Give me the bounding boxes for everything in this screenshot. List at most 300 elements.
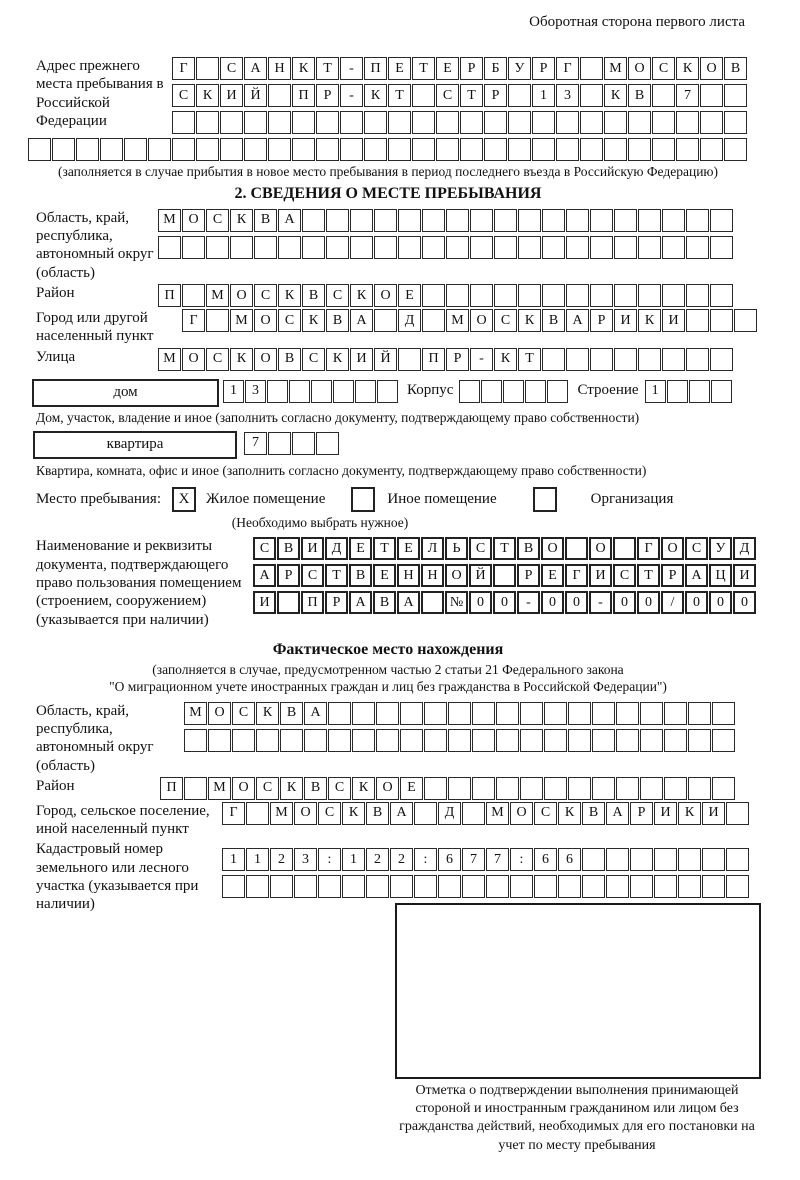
char-cell xyxy=(688,702,711,725)
char-cell xyxy=(412,138,435,161)
stamp-caption: Отметка о подтверждении выполнения принимающей стороной и иностранным гражданином или лицом без гражданства действий, необходимых для его постановки на учет по месту пребывания xyxy=(399,1083,755,1153)
char-cell: В xyxy=(277,537,300,560)
char-cell xyxy=(328,729,351,752)
char-cell: С xyxy=(206,209,229,232)
char-cell: Л xyxy=(421,537,444,560)
char-cell: 7 xyxy=(486,848,509,871)
char-cell: - xyxy=(340,84,363,107)
char-cell xyxy=(503,380,524,403)
char-cell: Р xyxy=(460,57,483,80)
char-cell xyxy=(222,875,245,898)
char-cell xyxy=(448,777,471,800)
char-cell xyxy=(268,84,291,107)
fact-raion-label: Район xyxy=(36,777,75,794)
char-cell xyxy=(436,111,459,134)
char-cell xyxy=(568,729,591,752)
char-cell: С xyxy=(302,348,325,371)
doc-row xyxy=(36,537,800,628)
char-cell xyxy=(638,284,661,307)
s2-gorod-label: Город или другой населенный пункт xyxy=(36,310,154,345)
char-cell xyxy=(494,284,517,307)
char-cell xyxy=(628,111,651,134)
char-cell: М xyxy=(158,209,181,232)
char-cell xyxy=(568,777,591,800)
char-cell xyxy=(436,138,459,161)
char-cell: Г xyxy=(637,537,660,560)
char-cell xyxy=(267,380,288,403)
char-cell xyxy=(304,729,327,752)
char-cell: Р xyxy=(325,591,348,614)
char-cell xyxy=(326,209,349,232)
char-cell: С xyxy=(613,564,636,587)
dom-caption: Дом, участок, владение и иное (заполнить согласно документу, подтверждающему право собственности) xyxy=(36,409,640,425)
char-cell xyxy=(316,432,339,455)
s2-gorod-cells xyxy=(182,309,758,332)
char-cell xyxy=(446,209,469,232)
char-cell xyxy=(172,138,195,161)
char-cell: О xyxy=(510,802,533,825)
char-cell xyxy=(328,702,351,725)
char-cell xyxy=(662,284,685,307)
char-cell: М xyxy=(206,284,229,307)
dom-label-box: дом xyxy=(32,379,219,407)
char-cell: М xyxy=(270,802,293,825)
char-cell xyxy=(686,236,709,259)
char-cell xyxy=(508,111,531,134)
char-cell xyxy=(630,848,653,871)
char-cell xyxy=(376,729,399,752)
char-cell: : xyxy=(318,848,341,871)
char-cell xyxy=(590,236,613,259)
char-cell: О xyxy=(445,564,468,587)
char-cell xyxy=(520,777,543,800)
char-cell: К xyxy=(278,284,301,307)
fact-raion-cells xyxy=(160,777,736,800)
mesto-row xyxy=(36,487,800,512)
char-cell: П xyxy=(292,84,315,107)
char-cell xyxy=(422,209,445,232)
char-cell xyxy=(268,111,291,134)
char-cell xyxy=(278,236,301,259)
char-cell xyxy=(496,729,519,752)
korpus-label: Корпус xyxy=(407,381,454,398)
char-cell xyxy=(244,111,267,134)
char-cell: Р xyxy=(517,564,540,587)
kvartira-cells xyxy=(244,432,340,455)
char-cell xyxy=(484,111,507,134)
char-cell: Е xyxy=(436,57,459,80)
char-cell xyxy=(566,284,589,307)
char-cell xyxy=(172,111,195,134)
char-cell: К xyxy=(280,777,303,800)
char-cell: И xyxy=(662,309,685,332)
char-cell: А xyxy=(566,309,589,332)
char-cell xyxy=(580,111,603,134)
char-cell: Н xyxy=(421,564,444,587)
char-cell xyxy=(582,875,605,898)
char-cell xyxy=(662,209,685,232)
char-cell xyxy=(374,209,397,232)
char-cell xyxy=(614,236,637,259)
char-cell xyxy=(544,729,567,752)
char-cell: К xyxy=(326,348,349,371)
char-cell xyxy=(481,380,502,403)
char-cell: И xyxy=(253,591,276,614)
dom-row xyxy=(32,379,800,407)
char-cell: А xyxy=(606,802,629,825)
char-cell xyxy=(566,209,589,232)
char-cell: О xyxy=(208,702,231,725)
char-cell xyxy=(604,111,627,134)
char-cell: Е xyxy=(349,537,372,560)
char-cell xyxy=(294,875,317,898)
char-cell: 0 xyxy=(637,591,660,614)
char-cell: Р xyxy=(316,84,339,107)
char-cell xyxy=(158,236,181,259)
char-cell xyxy=(244,138,267,161)
char-cell xyxy=(318,875,341,898)
char-cell xyxy=(292,432,315,455)
char-cell: Г xyxy=(556,57,579,80)
char-cell xyxy=(377,380,398,403)
char-cell xyxy=(520,702,543,725)
char-cell: С xyxy=(278,309,301,332)
s2-oblast-row xyxy=(36,209,800,282)
char-cell: Т xyxy=(412,57,435,80)
char-cell: П xyxy=(301,591,324,614)
fact-title: Фактическое место нахождения xyxy=(272,640,504,658)
fact-kadastr-label: Кадастровый номер земельного или лесного участка (указывается при наличии) xyxy=(36,841,199,913)
char-cell xyxy=(590,209,613,232)
char-cell xyxy=(184,729,207,752)
char-cell: 2 xyxy=(270,848,293,871)
char-cell xyxy=(664,777,687,800)
char-cell: О xyxy=(182,209,205,232)
char-cell: А xyxy=(350,309,373,332)
char-cell xyxy=(196,57,219,80)
char-cell xyxy=(422,309,445,332)
char-cell: С xyxy=(436,84,459,107)
char-cell: Р xyxy=(630,802,653,825)
doc-cells-row1 xyxy=(253,537,757,560)
char-cell: В xyxy=(302,284,325,307)
char-cell xyxy=(256,729,279,752)
char-cell: Ь xyxy=(445,537,468,560)
char-cell xyxy=(640,729,663,752)
char-cell: № xyxy=(445,591,468,614)
char-cell: О xyxy=(470,309,493,332)
char-cell: С xyxy=(534,802,557,825)
char-cell: Д xyxy=(733,537,756,560)
char-cell xyxy=(638,348,661,371)
char-cell xyxy=(654,875,677,898)
char-cell: Ц xyxy=(709,564,732,587)
char-cell xyxy=(606,875,629,898)
char-cell: О xyxy=(376,777,399,800)
char-cell xyxy=(302,209,325,232)
char-cell xyxy=(421,591,444,614)
char-cell xyxy=(472,729,495,752)
char-cell xyxy=(374,309,397,332)
char-cell xyxy=(700,138,723,161)
char-cell xyxy=(470,284,493,307)
char-cell xyxy=(710,236,733,259)
char-cell xyxy=(566,236,589,259)
char-cell: 0 xyxy=(685,591,708,614)
dom-cells xyxy=(223,380,399,403)
s2-ulitsa-label: Улица xyxy=(36,348,76,365)
char-cell: М xyxy=(486,802,509,825)
char-cell: С xyxy=(318,802,341,825)
char-cell xyxy=(689,380,710,403)
char-cell xyxy=(352,702,375,725)
char-cell xyxy=(542,348,565,371)
char-cell xyxy=(614,209,637,232)
prev-address-cells-row4 xyxy=(28,138,800,161)
fact-oblast-row xyxy=(36,702,800,775)
char-cell xyxy=(592,777,615,800)
char-cell: К xyxy=(352,777,375,800)
char-cell xyxy=(496,702,519,725)
char-cell xyxy=(616,729,639,752)
char-cell xyxy=(230,236,253,259)
char-cell: С xyxy=(256,777,279,800)
char-cell xyxy=(268,432,291,455)
char-cell xyxy=(280,729,303,752)
char-cell: В xyxy=(582,802,605,825)
s2-oblast-label: Область, край, республика, автономный округ (область) xyxy=(36,209,154,281)
char-cell xyxy=(558,875,581,898)
char-cell xyxy=(484,138,507,161)
prev-address-label: Адрес прежнего места пребывания в Российской Федерации xyxy=(36,58,164,129)
char-cell xyxy=(710,309,733,332)
fact-caption-2: "О миграционном учете иностранных граждан и лиц без гражданства в Российской Федерации") xyxy=(109,678,667,694)
char-cell xyxy=(532,138,555,161)
s2-ulitsa-cells xyxy=(158,348,734,371)
char-cell xyxy=(182,236,205,259)
char-cell xyxy=(220,138,243,161)
prev-address-cells-row2 xyxy=(172,84,748,107)
char-cell: Б xyxy=(484,57,507,80)
char-cell: В xyxy=(326,309,349,332)
char-cell xyxy=(565,537,588,560)
char-cell xyxy=(196,138,219,161)
char-cell xyxy=(568,702,591,725)
char-cell: К xyxy=(196,84,219,107)
char-cell: И xyxy=(350,348,373,371)
char-cell xyxy=(220,111,243,134)
char-cell xyxy=(520,729,543,752)
char-cell: М xyxy=(604,57,627,80)
s2-gorod-row xyxy=(36,309,800,346)
char-cell xyxy=(494,209,517,232)
char-cell: 0 xyxy=(613,591,636,614)
char-cell xyxy=(390,875,413,898)
char-cell xyxy=(355,380,376,403)
char-cell: О xyxy=(230,284,253,307)
char-cell: О xyxy=(254,309,277,332)
char-cell xyxy=(614,284,637,307)
char-cell: Д xyxy=(325,537,348,560)
char-cell xyxy=(638,209,661,232)
char-cell: Г xyxy=(565,564,588,587)
char-cell xyxy=(400,729,423,752)
char-cell: К xyxy=(230,348,253,371)
char-cell: И xyxy=(220,84,243,107)
char-cell: С xyxy=(220,57,243,80)
kvartira-caption: Квартира, комната, офис и иное (заполнить согласно документу, подтверждающему право собственности) xyxy=(36,462,647,478)
char-cell: 6 xyxy=(438,848,461,871)
char-cell: И xyxy=(301,537,324,560)
char-cell xyxy=(246,875,269,898)
char-cell: Е xyxy=(397,537,420,560)
char-cell: И xyxy=(702,802,725,825)
char-cell: 3 xyxy=(294,848,317,871)
char-cell: О xyxy=(589,537,612,560)
char-cell: : xyxy=(510,848,533,871)
stroenie-cells xyxy=(645,380,733,403)
char-cell: В xyxy=(304,777,327,800)
char-cell: П xyxy=(160,777,183,800)
char-cell: Т xyxy=(493,537,516,560)
char-cell xyxy=(398,236,421,259)
char-cell xyxy=(333,380,354,403)
char-cell xyxy=(398,348,421,371)
char-cell xyxy=(604,138,627,161)
prev-address-section xyxy=(36,57,800,134)
s2-raion-label: Район xyxy=(36,285,75,302)
char-cell: : xyxy=(414,848,437,871)
char-cell: К xyxy=(230,209,253,232)
char-cell: С xyxy=(469,537,492,560)
char-cell: К xyxy=(364,84,387,107)
char-cell xyxy=(630,875,653,898)
kvartira-label-box: квартира xyxy=(33,431,237,459)
char-cell: 7 xyxy=(676,84,699,107)
char-cell xyxy=(678,875,701,898)
char-cell: С xyxy=(254,284,277,307)
char-cell xyxy=(544,777,567,800)
korpus-cells xyxy=(459,380,569,403)
char-cell xyxy=(676,138,699,161)
char-cell xyxy=(712,702,735,725)
char-cell xyxy=(547,380,568,403)
char-cell: К xyxy=(558,802,581,825)
mesto-label: Место пребывания: xyxy=(36,491,161,508)
char-cell: Е xyxy=(398,284,421,307)
char-cell xyxy=(616,777,639,800)
char-cell xyxy=(518,284,541,307)
char-cell xyxy=(124,138,147,161)
char-cell: О xyxy=(232,777,255,800)
char-cell: В xyxy=(517,537,540,560)
char-cell xyxy=(100,138,123,161)
char-cell xyxy=(676,111,699,134)
char-cell xyxy=(493,564,516,587)
char-cell xyxy=(702,848,725,871)
char-cell xyxy=(462,802,485,825)
char-cell xyxy=(388,111,411,134)
section2-title: 2. СВЕДЕНИЯ О МЕСТЕ ПРЕБЫВАНИЯ xyxy=(234,184,542,202)
char-cell: И xyxy=(654,802,677,825)
char-cell xyxy=(206,309,229,332)
char-cell: В xyxy=(254,209,277,232)
char-cell: К xyxy=(350,284,373,307)
char-cell xyxy=(613,537,636,560)
char-cell xyxy=(460,138,483,161)
char-cell: Т xyxy=(373,537,396,560)
char-cell xyxy=(614,348,637,371)
char-cell: К xyxy=(518,309,541,332)
char-cell xyxy=(448,729,471,752)
char-cell: 2 xyxy=(366,848,389,871)
fact-oblast-label: Область, край, республика, автономный округ (область) xyxy=(36,702,154,774)
s2-raion-row xyxy=(36,284,800,307)
char-cell: 0 xyxy=(469,591,492,614)
char-cell xyxy=(388,138,411,161)
fact-oblast-cells-row2 xyxy=(184,729,736,752)
char-cell xyxy=(652,138,675,161)
char-cell: И xyxy=(614,309,637,332)
char-cell: В xyxy=(366,802,389,825)
char-cell xyxy=(518,236,541,259)
char-cell: А xyxy=(685,564,708,587)
char-cell: К xyxy=(676,57,699,80)
char-cell: А xyxy=(397,591,420,614)
char-cell xyxy=(582,848,605,871)
char-cell xyxy=(508,84,531,107)
char-cell: С xyxy=(172,84,195,107)
char-cell: С xyxy=(206,348,229,371)
char-cell: С xyxy=(326,284,349,307)
char-cell: О xyxy=(182,348,205,371)
char-cell xyxy=(352,729,375,752)
char-cell: Й xyxy=(469,564,492,587)
char-cell: 6 xyxy=(534,848,557,871)
char-cell xyxy=(678,848,701,871)
char-cell xyxy=(350,236,373,259)
char-cell: С xyxy=(232,702,255,725)
char-cell xyxy=(292,138,315,161)
org-label: Организация xyxy=(590,491,674,508)
char-cell: М xyxy=(446,309,469,332)
char-cell: О xyxy=(294,802,317,825)
char-cell xyxy=(534,875,557,898)
char-cell: Т xyxy=(518,348,541,371)
char-cell xyxy=(702,875,725,898)
char-cell: Т xyxy=(460,84,483,107)
char-cell xyxy=(422,284,445,307)
char-cell xyxy=(412,84,435,107)
char-cell xyxy=(206,236,229,259)
char-cell: 1 xyxy=(246,848,269,871)
char-cell: Д xyxy=(438,802,461,825)
char-cell xyxy=(734,309,757,332)
char-cell xyxy=(510,875,533,898)
char-cell xyxy=(710,348,733,371)
char-cell xyxy=(316,111,339,134)
char-cell: О xyxy=(254,348,277,371)
char-cell xyxy=(726,848,749,871)
char-cell xyxy=(726,875,749,898)
fact-oblast-cells-row1 xyxy=(184,702,736,725)
char-cell xyxy=(208,729,231,752)
char-cell: Т xyxy=(388,84,411,107)
char-cell xyxy=(268,138,291,161)
char-cell: Г xyxy=(172,57,195,80)
char-cell: К xyxy=(302,309,325,332)
char-cell: К xyxy=(678,802,701,825)
